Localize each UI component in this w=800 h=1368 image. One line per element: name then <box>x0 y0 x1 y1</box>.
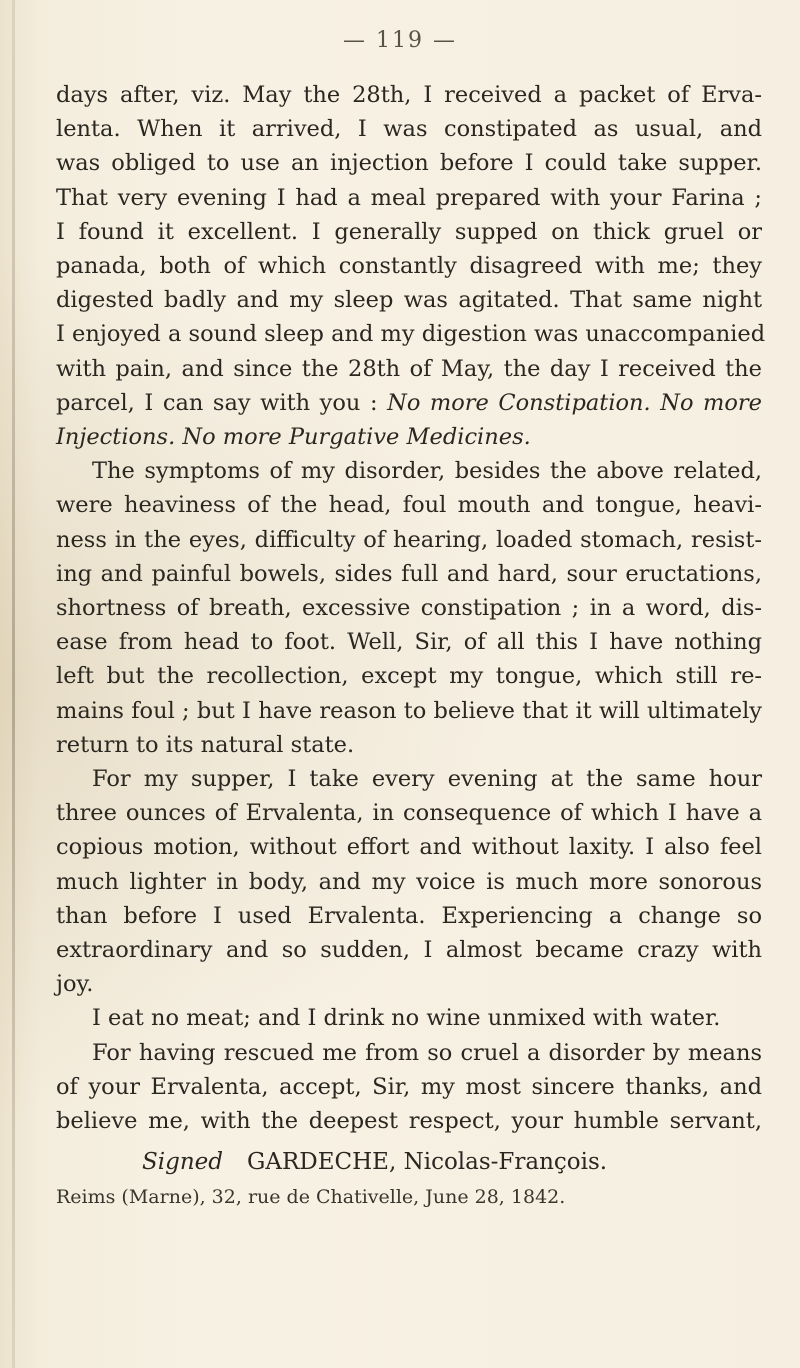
text-line: days after, viz. May the 28th, I received a packet of Erva- <box>56 82 762 108</box>
text-line: shortness of breath, excessive constipation ; in a word, dis- <box>56 595 762 622</box>
text-line: ease from head to foot. Well, Sir, of all this I have nothing <box>56 629 762 656</box>
emphasis-text: Injections. No more Purgative Medicines. <box>56 424 531 451</box>
text-line: The symptoms of my disorder, besides the above related, <box>92 458 762 485</box>
text-line: mains foul ; but I have reason to believe that it will ultimately <box>56 697 762 724</box>
signatory-name: GARDECHE, Nicolas-François. <box>246 1149 608 1176</box>
text-line-mixed <box>56 386 762 420</box>
text-line: with pain, and since the 28th of May, the day I received the <box>56 355 762 382</box>
text-line-italic <box>56 420 762 454</box>
page-gutter-shadow <box>12 0 15 1368</box>
text-run: parcel, I can say with you : <box>56 389 378 416</box>
text-line: ness in the eyes, difficulty of hearing, loaded stomach, resist- <box>56 526 762 553</box>
address-line: Reims (Marne), 32, rue de Chativelle, June 28, 1842. <box>56 1186 566 1209</box>
text-line: joy. <box>56 971 94 998</box>
text-line: I found it excellent. I generally supped on thick gruel or <box>56 218 762 245</box>
paragraph <box>56 1001 762 1035</box>
signature-line <box>56 1142 762 1182</box>
text-line: than before I used Ervalenta. Experiencing a change so <box>56 902 762 929</box>
text-line: return to its natural state. <box>56 731 355 758</box>
text-line: of your Ervalenta, accept, Sir, my most sincere thanks, and <box>56 1073 762 1100</box>
text-line: extraordinary and so sudden, I almost became crazy with <box>56 937 762 964</box>
text-line: ing and painful bowels, sides full and hard, sour eructations, <box>56 560 762 587</box>
paragraph <box>56 78 766 454</box>
letter-body <box>56 78 766 1212</box>
signature-label: Signed <box>142 1149 223 1176</box>
text-line: lenta. When it arrived, I was constipated as usual, and <box>56 116 762 143</box>
text-line: much lighter in body, and my voice is much more sonorous <box>56 868 762 895</box>
text-line: I eat no meat; and I drink no wine unmixed with water. <box>92 1005 721 1032</box>
text-line: were heaviness of the head, foul mouth and tongue, heavi- <box>56 492 762 519</box>
text-line: I enjoyed a sound sleep and my digestion was unaccompanied <box>56 321 766 348</box>
text-line: digested badly and my sleep was agitated. That same night <box>56 287 762 314</box>
text-line: For having rescued me from so cruel a disorder by means <box>92 1039 762 1066</box>
paragraph <box>56 1036 762 1139</box>
text-line: For my supper, I take every evening at the same hour <box>92 766 762 793</box>
emphasis-text: No more Constipation. No more <box>387 389 763 416</box>
text-line: was obliged to use an injection before I could take supper. <box>56 150 762 177</box>
paragraph <box>56 762 762 1001</box>
text-line: panada, both of which constantly disagreed with me; they <box>56 253 762 280</box>
page-number: — 119 — <box>343 28 457 53</box>
text-line: That very evening I had a meal prepared with your Farina ; <box>56 184 762 211</box>
text-line: believe me, with the deepest respect, your humble servant, <box>56 1108 762 1135</box>
paragraph <box>56 454 762 762</box>
text-line: three ounces of Ervalenta, in consequence of which I have a <box>56 800 762 827</box>
text-line: copious motion, without effort and without laxity. I also feel <box>56 834 762 861</box>
text-line: left but the recollection, except my tongue, which still re- <box>56 663 762 690</box>
